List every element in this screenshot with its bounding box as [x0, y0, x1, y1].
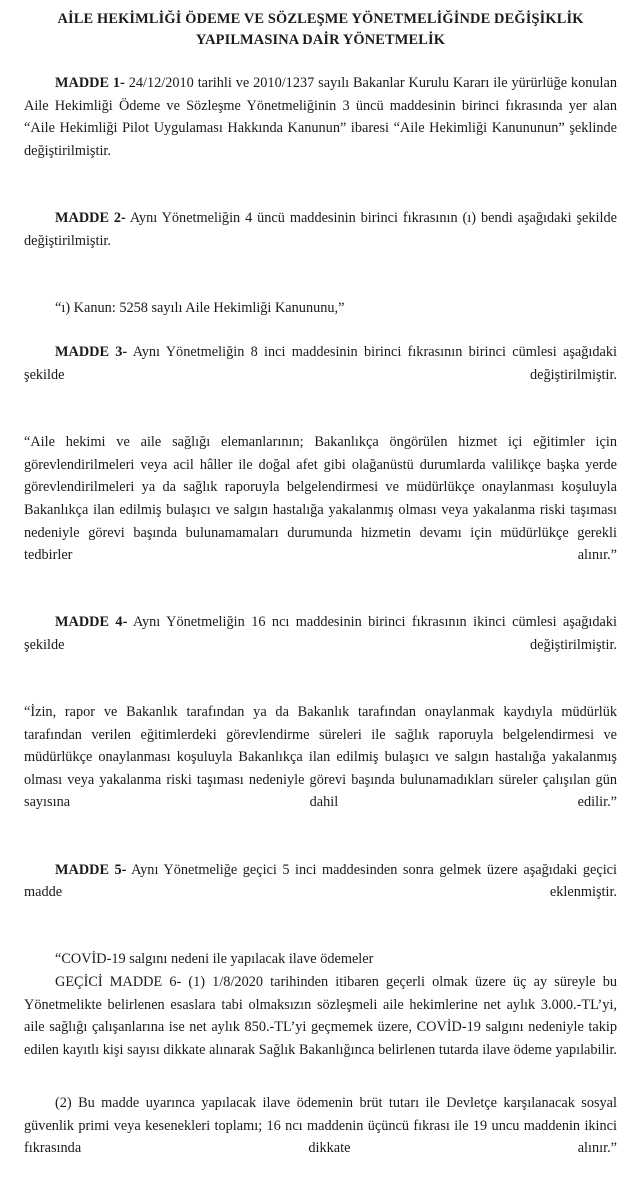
article-label-madde-3: MADDE 3- [55, 344, 128, 361]
article-text-madde-4: Aynı Yönetmeliğin 16 ncı maddesinin birinci fıkrasının ikinci cümlesi aşağıdaki şekilde değiştirilmiştir. [24, 614, 617, 653]
document-body [24, 72, 617, 1182]
quote-madde-3: “Aile hekimi ve aile sağlığı elemanlarının; Bakanlıkça öngörülen hizmet içi eğitimler için görevlendirilmeleri veya acil hâller ile doğal afet gibi olağanüstü durumlarda valilikçe başka yerde görevlendirilmeleri ya da sağlık raporuyla belgelendirmesi ve müdürlükçe onaylanması koşuluyla Bakanlıkça ilan edilmiş bulaşıcı ve salgın hastalığa yakalanmış olması veya yakalanma riski taşıması nedeniyle görevi başında bulunamamaları durumunda hizmetin devamı için müdürlükçe gerekli tedbirler alınır.” [24, 434, 617, 564]
spacer [24, 679, 617, 701]
article-label-madde-4: MADDE 4- [55, 614, 128, 631]
spacer [24, 589, 617, 611]
spacer [24, 319, 617, 341]
spacer [24, 1084, 617, 1092]
article-madde-1 [24, 72, 617, 185]
article-label-madde-1: MADDE 1- [55, 75, 125, 91]
title-line-2: YAPILMASINA DAİR YÖNETMELİK [195, 32, 446, 48]
provisional-clause-1 [24, 971, 617, 1084]
article-madde-5 [24, 859, 617, 927]
spacer [24, 185, 617, 207]
article-text-madde-5: Aynı Yönetmeliğe geçici 5 inci maddesinden sonra gelmek üzere aşağıdaki geçici madde eklenmiştir. [24, 861, 617, 901]
article-text-madde-2: Aynı Yönetmeliğin 4 üncü maddesinin birinci fıkrasının (ı) bendi aşağıdaki şekilde değiştirilmiştir. [24, 209, 617, 249]
spacer [24, 926, 617, 948]
quote-madde-4: “İzin, rapor ve Bakanlık tarafından ya da Bakanlık tarafından onaylanmak kaydıyla müdürlük tarafından verilen eğitimlerdeki görevlendirme süreleri ile sağlık raporuyla belgelendirmesi ve müdürlükçe onaylanması koşuluyla Bakanlıkça ilan edilmiş bulaşıcı ve salgın hastalığa yakalanmış olması veya yakalanma riski taşıması nedeniyle görevi başında bulunamadıkları süreler çalışılan gün sayısına dahil edilir.” [24, 704, 617, 811]
provisional-clause-1-text: (1) 1/8/2020 tarihinden itibaren geçerli olmak üzere üç ay süreyle bu Yönetmelikte belirlenen esaslara tabi olmaksızın sözleşmeli aile hekimlerine net aylık 3.000.-TL’yi, aile sağlığı çalışanlarına ise net aylık 850.-TL’yi geçmemek üzere, COVİD-19 salgını nedeniyle takip edilen kayıtlı kişi sayısı dikkate alınarak Sağlık Bakanlığınca belirlenen tutarda ilave ödeme yapılabilir. [24, 974, 617, 1058]
page-title [24, 9, 617, 51]
provisional-heading: “COVİD-19 salgını nedeni ile yapılacak ilave ödemeler [55, 951, 374, 968]
spacer [24, 275, 617, 297]
article-text-madde-1: 24/12/2010 tarihli ve 2010/1237 sayılı Bakanlar Kurulu Kararı ile yürürlüğe konulan Aile Hekimliği Ödeme ve Sözleşme Yönetmeliğinin 3 üncü maddesinin birinci fıkrasında yer alan “Aile Hekimliği Pilot Uygulaması Hakkında Kanunun” ibaresi “Aile Hekimliği Kanununun” şeklinde değiştirilmiştir. [24, 75, 617, 159]
spacer [24, 409, 617, 431]
title-line-1: AİLE HEKİMLİĞİ ÖDEME VE SÖZLEŞME YÖNETMELİĞİNDE DEĞİŞİKLİK [57, 11, 584, 27]
spacer [24, 837, 617, 859]
article-label-madde-2: MADDE 2- [55, 209, 126, 226]
article-madde-4 [24, 611, 617, 679]
article-text-madde-3: Aynı Yönetmeliğin 8 inci maddesinin birinci fıkrasının birinci cümlesi aşağıdaki şekilde değiştirilmiştir. [24, 344, 617, 383]
provisional-clause-2: (2) Bu madde uyarınca yapılacak ilave ödemenin brüt tutarı ile Devletçe karşılanacak sosyal güvenlik primi veya kesenekleri toplamı; 16 ncı maddenin üçüncü fıkrası ile 19 uncu maddenin ikinci fıkrasında dikkate alınır.” [24, 1094, 617, 1157]
quote-madde-2: “ı) Kanun: 5258 sayılı Aile Hekimliği Kanununu,” [55, 299, 345, 316]
article-madde-2 [24, 207, 617, 275]
article-madde-3 [24, 341, 617, 409]
article-label-madde-5: MADDE 5- [55, 861, 127, 878]
provisional-clause-1-label: GEÇİCİ MADDE 6- [55, 974, 182, 990]
